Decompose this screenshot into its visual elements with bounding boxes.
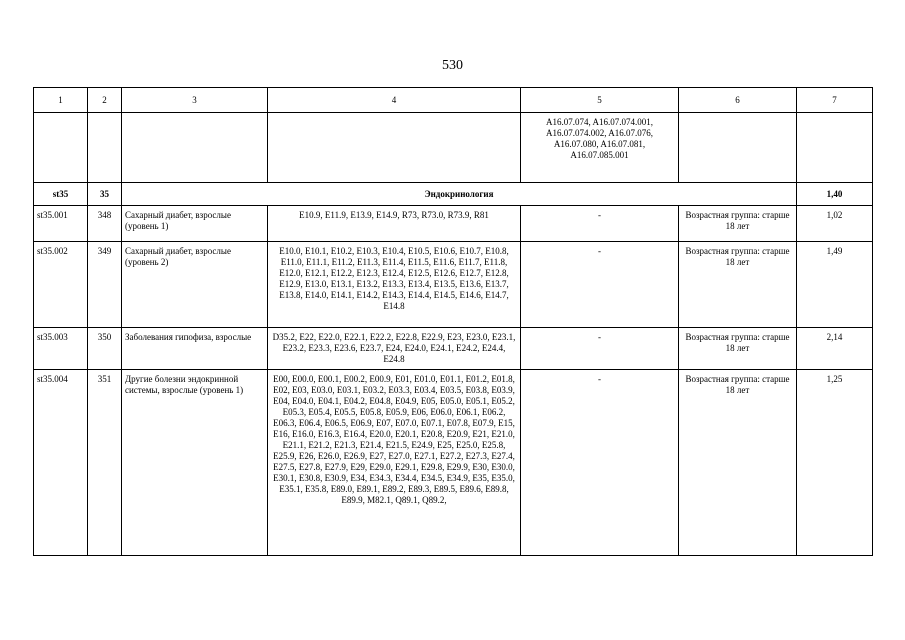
row-number: 350 bbox=[88, 328, 122, 370]
row-services: - bbox=[521, 242, 679, 328]
table-row bbox=[34, 370, 873, 556]
table-cell bbox=[34, 113, 88, 183]
section-number: 35 bbox=[88, 183, 122, 206]
continuation-row bbox=[34, 113, 873, 183]
row-code: st35.003 bbox=[34, 328, 88, 370]
row-coefficient: 1,49 bbox=[797, 242, 873, 328]
tariff-table bbox=[33, 87, 873, 556]
row-number: 349 bbox=[88, 242, 122, 328]
table-row bbox=[34, 206, 873, 242]
section-title: Эндокринология bbox=[122, 183, 797, 206]
row-code: st35.001 bbox=[34, 206, 88, 242]
table-cell bbox=[679, 113, 797, 183]
table-cell bbox=[797, 113, 873, 183]
table-cell bbox=[268, 113, 521, 183]
column-number: 1 bbox=[34, 88, 88, 113]
row-code: st35.002 bbox=[34, 242, 88, 328]
column-number-row bbox=[34, 88, 873, 113]
row-coefficient: 2,14 bbox=[797, 328, 873, 370]
row-services: - bbox=[521, 206, 679, 242]
column-number: 6 bbox=[679, 88, 797, 113]
column-number: 5 bbox=[521, 88, 679, 113]
page-number: 530 bbox=[442, 58, 463, 73]
table-cell bbox=[122, 113, 268, 183]
column-number: 2 bbox=[88, 88, 122, 113]
table-row bbox=[34, 328, 873, 370]
row-diagnoses: E10.9, E11.9, E13.9, E14.9, R73, R73.0, R73.9, R81 bbox=[268, 206, 521, 242]
row-diagnoses: D35.2, E22, E22.0, E22.1, E22.2, E22.8, E22.9, E23, E23.0, E23.1, E23.2, E23.3, E23.6, E23.7, E24, E24.0, E24.1, E24.2, E24.4, E24.8 bbox=[268, 328, 521, 370]
column-number: 7 bbox=[797, 88, 873, 113]
table-cell bbox=[88, 113, 122, 183]
row-name: Заболевания гипофиза, взрослые bbox=[122, 328, 268, 370]
section-code: st35 bbox=[34, 183, 88, 206]
row-code: st35.004 bbox=[34, 370, 88, 556]
row-criteria: Возрастная группа: старше 18 лет bbox=[679, 328, 797, 370]
row-diagnoses: E00, E00.0, E00.1, E00.2, E00.9, E01, E01.0, E01.1, E01.2, E01.8, E02, E03, E03.0, E03.1, E03.2, E03.3, E03.4, E03.5, E03.8, E03.9, E04, E04.0, E04.1, E04.2, E04.8, E04.9, E05, E05.0, E05.1, E05.2, E05.3, E05.4, E05.5, E05.8, E05.9, E06, E06.0, E06.1, E06.2, E06.3, E06.4, E06.5, E06.9, E07, E07.0, E07.1, E07.8, E07.9, E15, E16, E16.0, E16.3, E16.4, E20.0, E20.1, E20.8, E20.9, E21, E21.0, E21.1, E21.2, E21.3, E21.4, E21.5, E24.9, E25, E25.0, E25.8, E25.9, E26, E26.0, E26.9, E27, E27.0, E27.1, E27.2, E27.3, E27.4, E27.5, E27.8, E27.9, E29, E29.0, E29.1, E29.8, E29.9, E30, E30.0, E30.1, E30.8, E30.9, E34, E34.3, E34.4, E34.5, E34.9, E35, E35.0, E35.1, E35.8, E89.0, E89.1, E89.2, E89.3, E89.5, E89.6, E89.8, E89.9, M82.1, Q89.1, Q89.2, bbox=[268, 370, 521, 556]
column-number: 3 bbox=[122, 88, 268, 113]
column-number: 4 bbox=[268, 88, 521, 113]
row-criteria: Возрастная группа: старше 18 лет bbox=[679, 242, 797, 328]
row-name: Сахарный диабет, взрослые (уровень 1) bbox=[122, 206, 268, 242]
row-coefficient: 1,25 bbox=[797, 370, 873, 556]
row-diagnoses: E10.0, E10.1, E10.2, E10.3, E10.4, E10.5, E10.6, E10.7, E10.8, E11.0, E11.1, E11.2, E11.3, E11.4, E11.5, E11.6, E11.7, E11.8, E12.0, E12.1, E12.2, E12.3, E12.4, E12.5, E12.6, E12.7, E12.8, E12.9, E13.0, E13.1, E13.2, E13.3, E13.4, E13.5, E13.6, E13.7, E13.8, E14.0, E14.1, E14.2, E14.3, E14.4, E14.5, E14.6, E14.7, E14.8 bbox=[268, 242, 521, 328]
table-row bbox=[34, 242, 873, 328]
row-services: - bbox=[521, 328, 679, 370]
row-criteria: Возрастная группа: старше 18 лет bbox=[679, 206, 797, 242]
row-number: 348 bbox=[88, 206, 122, 242]
row-name: Другие болезни эндокринной системы, взрослые (уровень 1) bbox=[122, 370, 268, 556]
section-row bbox=[34, 183, 873, 206]
row-criteria: Возрастная группа: старше 18 лет bbox=[679, 370, 797, 556]
section-coefficient: 1,40 bbox=[797, 183, 873, 206]
row-coefficient: 1,02 bbox=[797, 206, 873, 242]
row-name: Сахарный диабет, взрослые (уровень 2) bbox=[122, 242, 268, 328]
row-number: 351 bbox=[88, 370, 122, 556]
row-services: - bbox=[521, 370, 679, 556]
services-cell: A16.07.074, A16.07.074.001, A16.07.074.002, A16.07.076, A16.07.080, A16.07.081, A16.07.085.001 bbox=[521, 113, 679, 183]
